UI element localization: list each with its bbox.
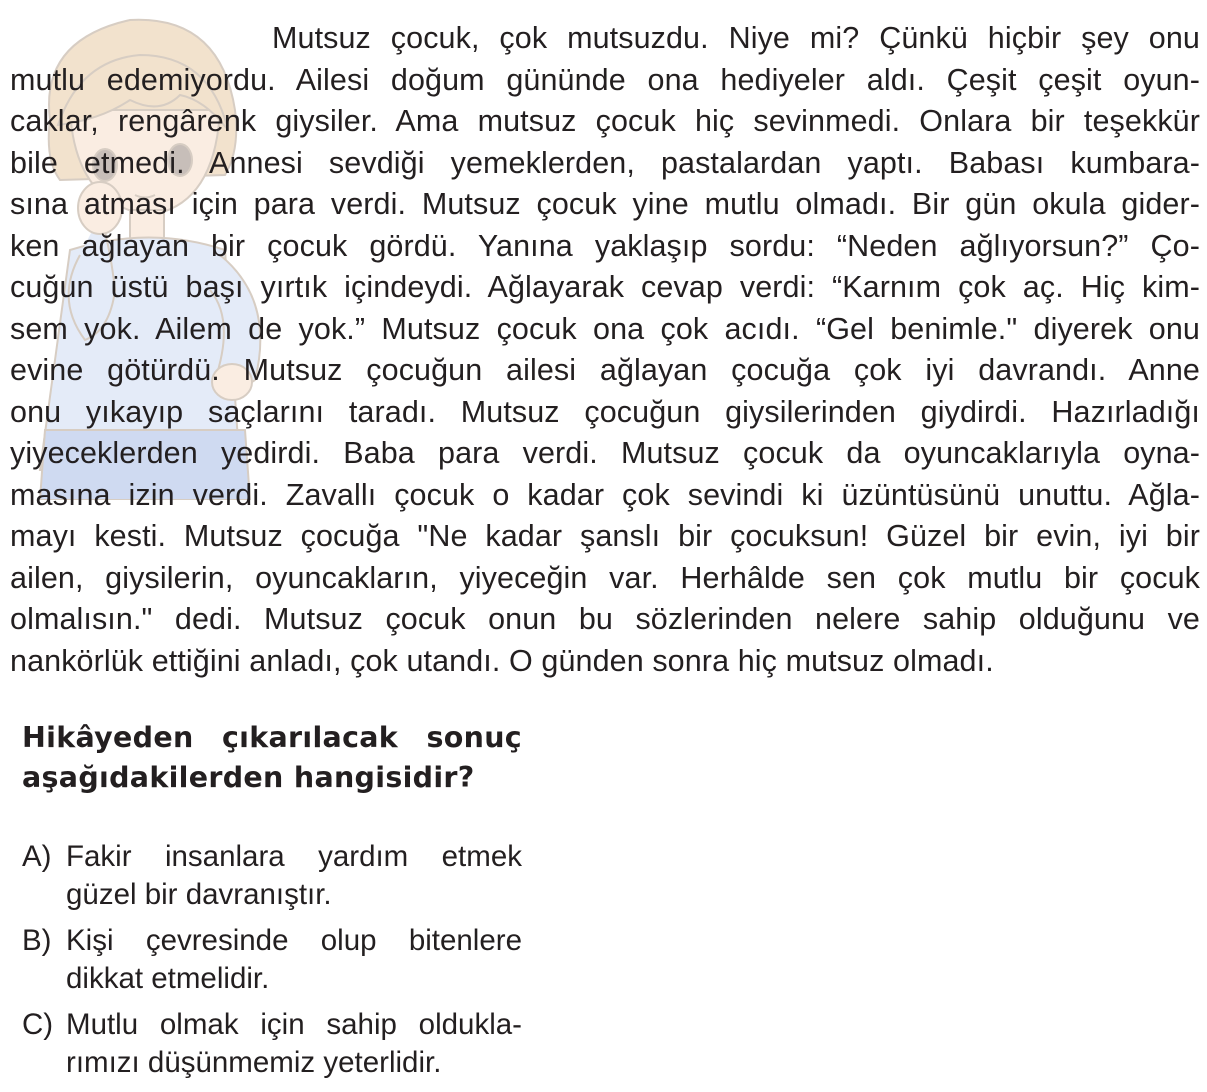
option-b[interactable]: [22, 922, 522, 998]
option-line: Kişi çevresinde olup bitenlere: [66, 924, 522, 957]
option-letter: B): [22, 924, 52, 957]
option-text: [66, 922, 522, 998]
answer-options: [22, 838, 522, 1090]
story-line: cuğun üstü başı yırtık içindeydi. Ağlayarak cevap verdi: “Karnım çok aç. Hiç kim-: [10, 270, 1200, 304]
option-text: [66, 838, 522, 914]
story-line: mutlu edemiyordu. Ailesi doğum gününde ona hediyeler aldı. Çeşit çeşit oyun-: [10, 62, 1200, 97]
option-line: Mutlu olmak için sahip oldukla-: [66, 1008, 522, 1041]
story-line: onu yıkayıp saçlarını taradı. Mutsuz çocuğun giysilerinden giydirdi. Hazırladığı: [10, 394, 1200, 429]
story-line: sem yok. Ailem de yok.” Mutsuz çocuk ona çok acıdı. “Gel benimle." diyerek onu: [10, 311, 1200, 346]
story-line: caklar, rengârenk giysiler. Ama mutsuz çocuk hiç sevinmedi. Onlara bir teşekkür: [10, 104, 1200, 138]
option-line: dikkat etmelidir.: [66, 962, 270, 995]
story-line: bile etmedi. Annesi sevdiği yemeklerden, pastalardan yaptı. Babası kumbara-: [10, 145, 1200, 180]
story-line: Mutsuz çocuk, çok mutsuzdu. Niye mi? Çünkü hiçbir şey onu: [272, 21, 1200, 55]
option-line: güzel bir davranıştır.: [66, 878, 332, 911]
story-text: [10, 18, 1200, 682]
option-text: [66, 1006, 522, 1082]
option-letter: A): [22, 840, 52, 873]
story-line: mayı kesti. Mutsuz çocuğa "Ne kadar şanslı bir çocuksun! Güzel bir evin, iyi bir: [10, 519, 1200, 553]
story-line: ken ağlayan bir çocuk gördü. Yanına yaklaşıp sordu: “Neden ağlıyorsun?” Ço-: [10, 228, 1200, 263]
option-a[interactable]: [22, 838, 522, 914]
story-line: nankörlük ettiğini anladı, çok utandı. O günden sonra hiç mutsuz olmadı.: [10, 643, 994, 678]
option-letter: C): [22, 1008, 54, 1041]
story-line: sına atması için para verdi. Mutsuz çocuk yine mutlu olmadı. Bir gün okula gider-: [10, 187, 1200, 221]
option-line: rımızı düşünmemiz yeterlidir.: [66, 1046, 442, 1079]
story-line: yiyeceklerden yedirdi. Baba para verdi. Mutsuz çocuk da oyuncaklarıyla oyna-: [10, 436, 1200, 470]
question-prompt: [22, 718, 522, 798]
question-line: Hikâyeden çıkarılacak sonuç: [22, 721, 522, 754]
question-line: aşağıdakilerden hangisidir?: [22, 761, 475, 794]
story-line: masına izin verdi. Zavallı çocuk o kadar çok sevindi ki üzüntüsünü unuttu. Ağla-: [10, 477, 1200, 512]
option-c[interactable]: [22, 1006, 522, 1082]
story-line: olmalısın." dedi. Mutsuz çocuk onun bu sözlerinden nelere sahip olduğunu ve: [10, 602, 1200, 636]
option-line: Fakir insanlara yardım etmek: [66, 840, 522, 873]
story-line: evine götürdü. Mutsuz çocuğun ailesi ağlayan çocuğa çok iyi davrandı. Anne: [10, 353, 1200, 387]
story-line: ailen, giysilerin, oyuncakların, yiyeceğin var. Herhâlde sen çok mutlu bir çocuk: [10, 560, 1200, 595]
